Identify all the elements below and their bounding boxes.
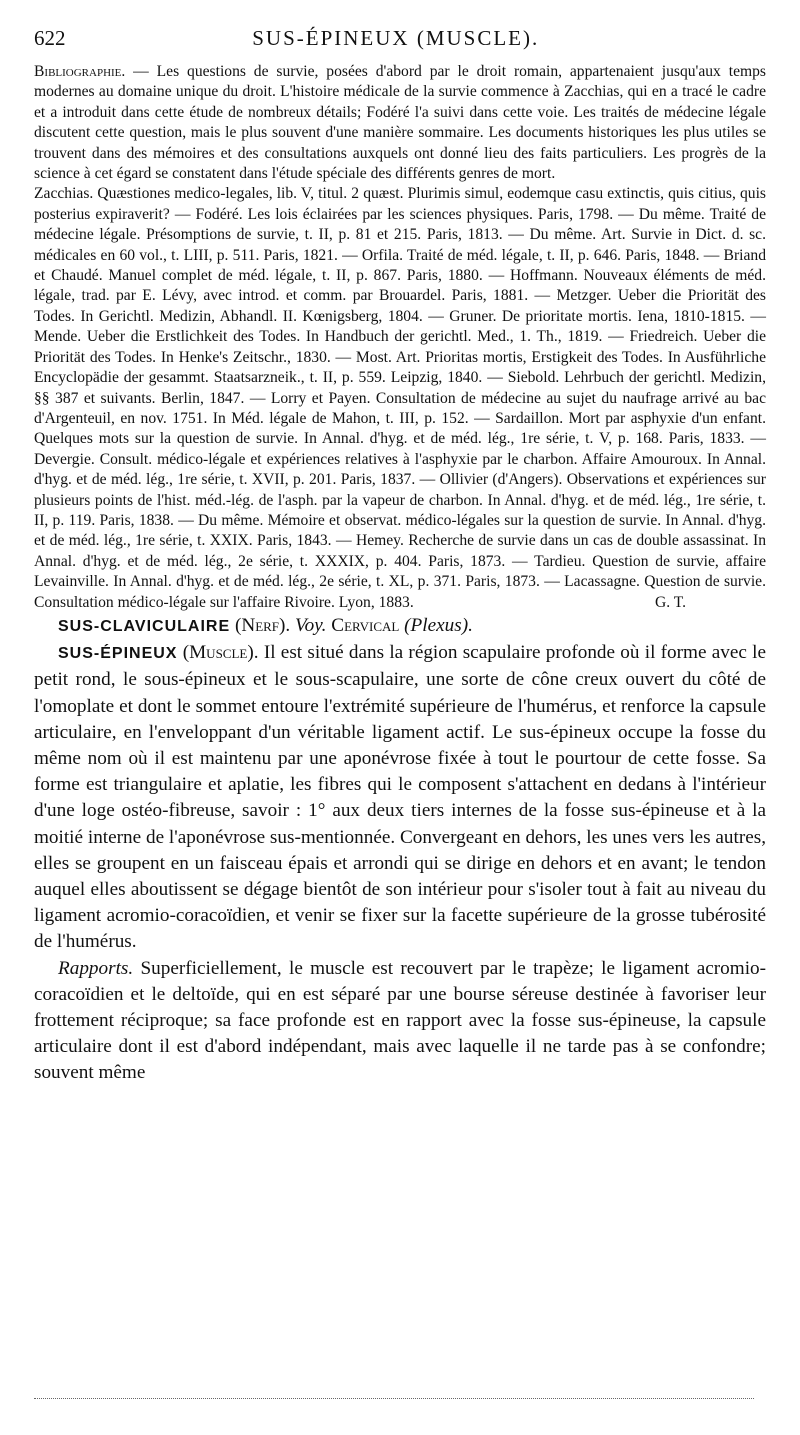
- bibliography-references-text: Zacchias. Quæstiones medico-legales, lib. V, titul. 2 quæst. Plurimis simul, eodemque casu extinctis, quis citius, quis posterius expiraverit? — Fodéré. Les lois éclairées par les sciences physiques. Paris, 1798. — Du même. Traité de médecine légale. Présomptions de survie, t. II, p. 81 et 215. Paris, 1813. — Du même. Art. Survie in Dict. d. sc. médicales en 60 vol., t. LIII, p. 511. Paris, 1821. — Orfila. Traité de méd. légale, t. II, p. 646. Paris, 1848. — Briand et Chaudé. Manuel complet de méd. légale, t. II, p. 867. Paris, 1880. — Hoffmann. Nouveaux éléments de méd. légale, trad. par E. Lévy, avec introd. et comm. par Brouardel. Paris, 1881. — Metzger. Ueber die Priorität des Todes. In Gerichtl. Medizin, Abhandl. II. Kœnigsberg, 1804. — Gruner. De prioritate mortis. Iena, 1810-1815. — Mende. Ueber die Erstlichkeit des Todes. In Handbuch der gerichtl. Med., 1. Th., 1819. — Friedreich. Ueber die Priorität des Todes. In Henke's Zeitschr., 1830. — Most. Art. Prioritas mortis, Erstigkeit des Todes. In Ausführliche Encyclopädie der gesammt. Staatsarzneik., t. II, p. 559. Leipzig, 1840. — Siebold. Lehrbuch der gerichtl. Medizin, §§ 387 et suivants. Berlin, 1847. — Lorry et Payen. Consultation de médecine au sujet du naufrage arrivé au bac d'Argenteuil, en nov. 1751. In Méd. légale de Mahon, t. III, p. 152. — Sardaillon. Mort par asphyxie d'un enfant. Quelques mots sur la question de survie. In Annal. d'hyg. et de méd. lég., 1re série, t. V, p. 168. Paris, 1833. — Devergie. Consult. médico-légale et expériences relatives à l'asphyxie par le charbon. Affaire Amouroux. In Annal. d'hyg. et de méd. lég., 1re série, t. XVII, p. 201. Paris, 1837. — Ollivier (d'Angers). Observations et expériences sur plusieurs points de l'hist. méd.-lég. de l'asph. par la vapeur de charbon. In Annal. d'hyg. et de méd. lég., 1re série, t. II, p. 119. Paris, 1838. — Du même. Mémoire et observat. médico-légales sur la question de survie. In Annal. d'hyg. et de méd. lég., 1re série, t. XXIX. Paris, 1843. — Hemey. Recherche de survie dans un cas de double assassinat. In Annal. d'hyg. et de méd. lég., 2e série, t. XXXIX, p. 404. Paris, 1873. — Tardieu. Question de survie, affaire Levainville. In Annal. d'hyg. et de méd. lég., 2e série, t. XL, p. 371. Paris, 1873. — Lacassagne. Question de survie. Consultation médico-légale sur l'affaire Rivoire. Lyon, 1883.: [34, 185, 766, 611]
- bibliography-intro: [34, 62, 766, 184]
- bibliography-references: [34, 184, 766, 613]
- bibliography-label: Bibliographie.: [34, 63, 126, 80]
- bibliography-intro-text: — Les questions de survie, posées d'abord par le droit romain, appartenaient jusqu'aux temps modernes au domaine unique du droit. L'histoire médicale de la survie commence à Zacchias, qui en a tracé le cadre et a introduit dans cette étude de nombreux détails; Fodéré l'a suivi dans cette voie. Les traités de médecine légale discutent cette question, mais le plus souvent d'une manière sommaire. Les documents historiques les plus utiles se trouvent dans des mémoires et des consultations auxquels ont donné lieu des faits particuliers. Les progrès de la science à cet égard se constatent dans l'étude spéciale des différents genres de mort.: [34, 63, 766, 183]
- rapports-label: Rapports.: [58, 957, 134, 979]
- entry-paragraph-1: [34, 640, 766, 955]
- dictionary-body: [34, 613, 766, 1087]
- running-title: SUS-ÉPINEUX (MUSCLE).: [252, 26, 540, 50]
- crossref-category: (Nerf).: [234, 614, 291, 636]
- running-header: [34, 26, 766, 56]
- entry-category: (Muscle).: [182, 642, 259, 664]
- bottom-dotted-rule: [34, 1398, 754, 1399]
- page-number: 622: [34, 26, 66, 50]
- crossref-voy: Voy.: [295, 614, 327, 636]
- entry-paragraph-2: [34, 956, 766, 1087]
- bibliography-section: [34, 62, 766, 613]
- entry-paragraph-1-text: Il est situé dans la région scapulaire profonde où il forme avec le petit rond, le sous-épineux et le sous-scapulaire, une sorte de cône creux ouvert du côté de l'omoplate et dont le sommet entoure l'extrémité supérieure de l'humérus, et renforce la capsule articulaire, en l'enveloppant d'un véritable ligament actif. Le sus-épineux occupe la fosse du même nom où il est maintenu par une aponévrose fixée à tout le pourtour de cette fosse. Sa forme est triangulaire et aplatie, les fibres qui le composent s'attachent en dedans à l'intérieur d'une loge ostéo-fibreuse, savoir : 1° aux deux tiers internes de la fosse sus-épineuse et à la moitié interne de l'aponévrose sus-mentionnée. Convergeant en dehors, les unes vers les autres, elles se groupent en un faisceau épais et arrondi qui se dirige en dehors et en avant; le tendon auquel elles aboutissent se dégage bientôt de son intérieur pour s'isoler tout à fait au niveau du ligament acromio-coracoïdien, et venir se fixer sur la facette supérieure de la grosse tubérosité de l'humérus.: [34, 642, 766, 953]
- entry-headword: SUS-ÉPINEUX: [58, 645, 178, 663]
- entry-paragraph-2-text: Superficiellement, le muscle est recouvert par le trapèze; le ligament acromio-coracoïdien et le deltoïde, qui en est séparé par une bourse séreuse destinée à favoriser leur frottement réciproque; sa face profonde est en rapport avec la fosse sus-épineuse, la capsule articulaire dont il est d'abord indépendant, mais avec laquelle il ne tarde pas à se confondre; souvent même: [34, 957, 767, 1084]
- crossref-target: Cervical: [331, 614, 400, 636]
- author-signature: G. T.: [654, 593, 686, 611]
- crossref-entry: [34, 613, 766, 640]
- crossref-target-sub: (Plexus).: [404, 614, 473, 636]
- crossref-headword: SUS-CLAVICULAIRE: [58, 617, 231, 635]
